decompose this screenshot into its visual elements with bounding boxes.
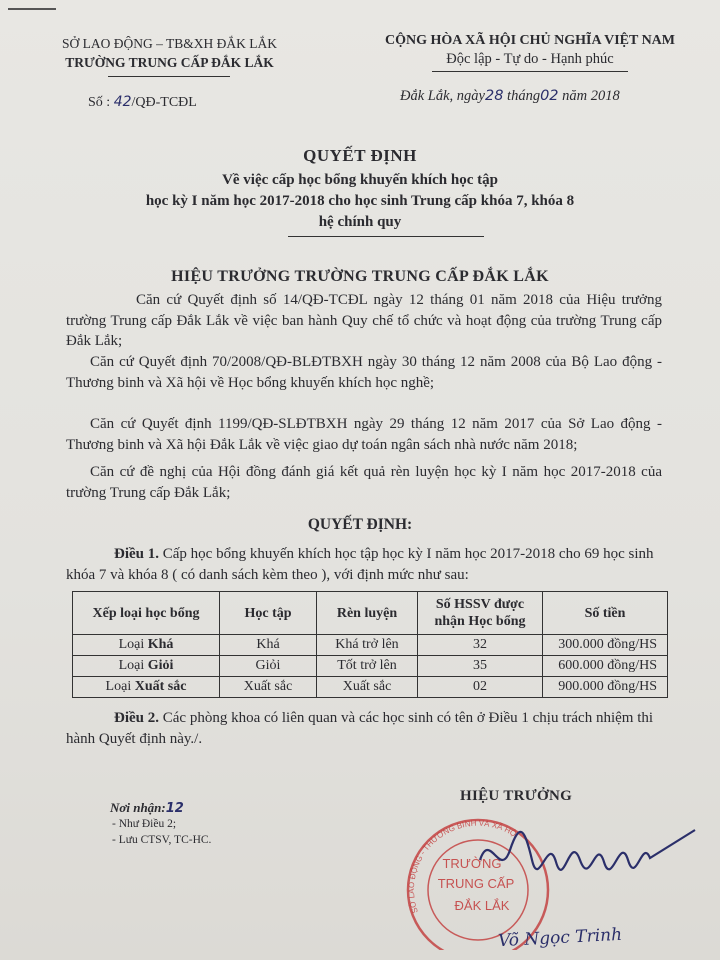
article-2-text: Các phòng khoa có liên quan và các học sinh có tên ở Điều 1 chịu trách nhiệm thi hành Quyết định này./. [66,710,654,747]
document-date [400,88,620,105]
table-row [73,656,668,677]
grade-prefix: Loại [118,658,145,673]
stamp-line3: ĐẮK LẮK [454,898,510,913]
study-cell: Xuất sắc [220,677,317,698]
republic-title: CỘNG HÒA XÃ HỘI CHỦ NGHĨA VIỆT NAM [384,33,675,48]
amount-cell: 900.000 đồng/HS [543,677,668,698]
count-cell: 32 [418,635,543,656]
authority-heading: HIỆU TRƯỞNG TRƯỜNG TRUNG CẤP ĐẮK LẮK [171,268,549,285]
subject-line2: học kỳ I năm học 2017-2018 cho học sinh Trung cấp khóa 7, khóa 8 [145,193,575,209]
article-1 [66,544,666,586]
date-month-label: tháng [507,88,541,104]
scholarship-table [72,591,668,698]
article-2-label: Điều 2. [114,710,159,726]
motto-underline [432,71,628,72]
org-line1: SỞ LAO ĐỘNG – TB&XH ĐẮK LẮK [62,36,277,51]
grade-cell [73,677,220,698]
title-underline [288,236,484,237]
article-2 [66,708,666,750]
date-year: năm 2018 [562,88,620,104]
basis-text: Căn cứ đề nghị của Hội đồng đánh giá kết quả rèn luyện học kỳ I năm học 2017-2018 của trường Trung cấp Đắk Lắk; [66,464,662,501]
signer-title: HIỆU TRƯỞNG [460,788,573,804]
decision-heading: QUYẾT ĐỊNH: [307,516,413,533]
stamp-line1: TRƯỜNG [442,856,502,871]
table-row [73,677,668,698]
basis-paragraph [66,462,662,503]
grade-name: Khá [147,637,174,652]
column-header: Xếp loại học bổng [73,592,220,635]
subject-line3: hệ chính quy [318,214,402,230]
conduct-cell: Khá trở lên [317,635,418,656]
document-number [88,94,197,111]
grade-cell [73,656,220,677]
date-day: 28 [484,88,504,104]
scan-mark [8,8,56,10]
recipients-label [110,800,184,816]
basis-text: Căn cứ Quyết định 70/2008/QĐ-BLĐTBXH ngày 30 tháng 12 năm 2008 của Bộ Lao động - Thương binh và Xã hội về Học bổng khuyến khích học nghề; [66,354,662,391]
handwritten-signature [470,820,700,890]
column-header: Số HSSV được nhận Học bổng [418,592,543,635]
basis-paragraph [66,352,662,393]
recipient-item: - Lưu CTSV, TC-HC. [112,834,212,846]
basis-text: Căn cứ Quyết định 1199/QĐ-SLĐTBXH ngày 29 tháng 12 năm 2017 của Sở Lao động - Thương binh và Xã hội Đắk Lắk về việc giao dự toán ngân sách nhà nước năm 2018; [66,416,662,453]
amount-cell: 300.000 đồng/HS [543,635,668,656]
date-month: 02 [540,88,559,104]
amount-cell: 600.000 đồng/HS [543,656,668,677]
basis-paragraph [66,290,662,352]
conduct-cell: Xuất sắc [317,677,418,698]
table-header-row [73,592,668,635]
decision-title: QUYẾT ĐỊNH [303,146,417,165]
grade-cell [73,635,220,656]
grade-prefix: Loại [118,637,145,652]
column-header: Số tiền [543,592,668,635]
basis-text: Căn cứ Quyết định số 14/QĐ-TCĐL ngày 12 tháng 01 năm 2018 của Hiệu trưởng trường Trung cấp Đắk Lắk về việc ban hành Quy chế tổ chức và hoạt động của trường Trung cấp Đắk Lắk; [66,292,662,349]
count-cell: 35 [418,656,543,677]
article-1-text: Cấp học bổng khuyến khích học tập học kỳ I năm học 2017-2018 cho 69 học sinh khóa 7 và khóa 8 ( có danh sách kèm theo ), với định mức như sau: [66,546,654,583]
grade-name: Xuất sắc [134,679,187,694]
recipients-handwritten: 12 [165,801,184,816]
number-handwritten: 42 [113,94,132,110]
org-line2: TRƯỜNG TRUNG CẤP ĐẮK LẮK [65,55,274,70]
date-prefix: Đắk Lắk, ngày [400,88,485,104]
number-suffix: /QĐ-TCĐL [131,95,197,110]
grade-prefix: Loại [105,679,132,694]
org-underline [108,76,230,77]
recipients-title: Nơi nhận: [110,800,166,815]
article-1-label: Điều 1. [114,546,159,562]
grade-name: Giỏi [147,658,174,673]
number-prefix: Số : [88,95,111,110]
stamp-ring-text: SỞ LAO ĐỘNG - THƯƠNG BINH VÀ XÃ HỘI [406,818,521,915]
basis-paragraph [66,414,662,455]
conduct-cell: Tốt trở lên [317,656,418,677]
motto: Độc lập - Tự do - Hạnh phúc [446,51,614,67]
subject-line1: Về việc cấp học bổng khuyến khích học tập [222,172,498,188]
recipient-item: - Như Điều 2; [112,818,177,830]
table-row [73,635,668,656]
study-cell: Giỏi [220,656,317,677]
study-cell: Khá [220,635,317,656]
column-header: Rèn luyện [317,592,418,635]
stamp-line2: TRUNG CẤP [437,876,515,891]
count-cell: 02 [418,677,543,698]
column-header: Học tập [220,592,317,635]
signer-name: Võ Ngọc Trinh [497,924,623,952]
